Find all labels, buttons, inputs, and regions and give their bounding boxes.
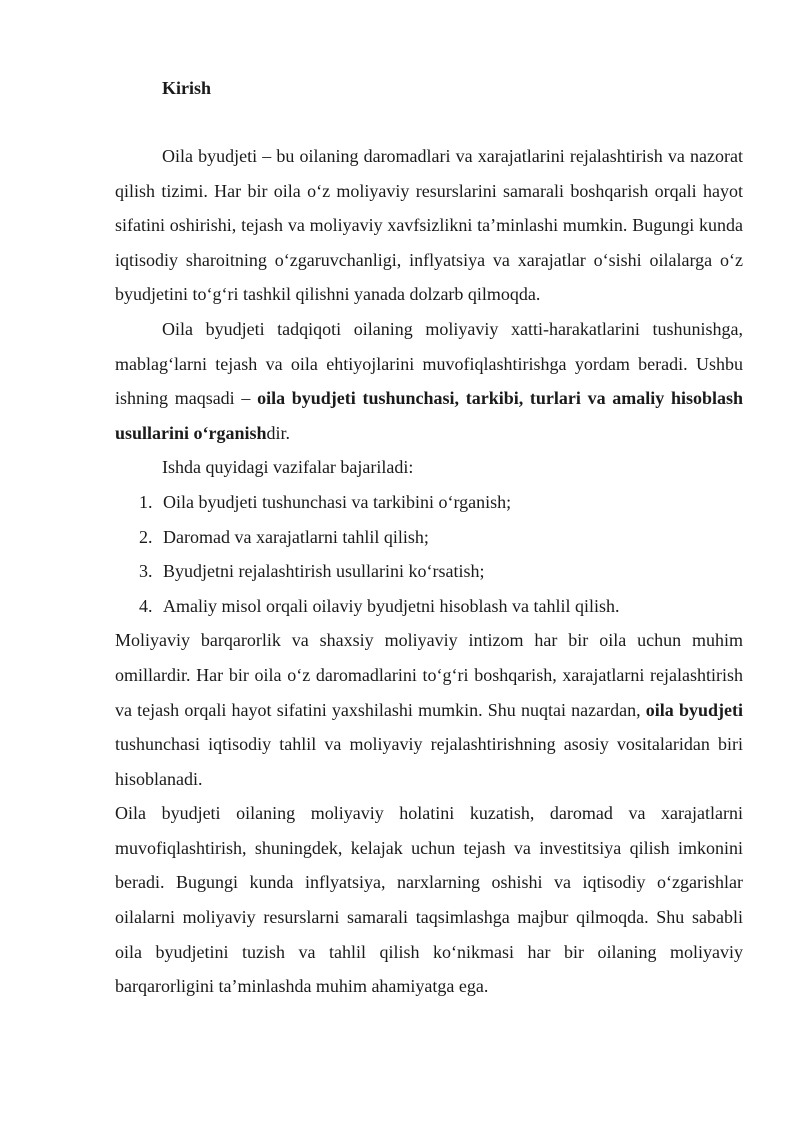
task-list <box>115 485 743 623</box>
paragraph-purpose <box>115 312 743 450</box>
list-item <box>115 554 743 589</box>
list-item-text: Oila byudjeti tushunchasi va tarkibini o‘rganish; <box>163 491 512 512</box>
list-item <box>115 485 743 520</box>
stability-suffix: tushunchasi iqtisodiy tahlil va moliyaviy rejalashtirishning asosiy vositalaridan biri hisoblanadi. <box>115 734 743 789</box>
section-heading: Kirish <box>162 78 212 98</box>
stability-text: Moliyaviy barqarorlik va shaxsiy moliyaviy intizom har bir oila uchun muhim omillardir. Har bir oila o‘z daromadlarini to‘g‘ri boshqarish, xarajatlarni rejalashtirish va tejash orqali hayot sifatini yaxshilashi mumkin. Shu nuqtai nazardan, <box>115 630 743 720</box>
heading-spacer <box>115 102 743 139</box>
stability-bold-text: oila byudjeti <box>645 699 743 720</box>
list-item-number: 2. <box>139 526 153 547</box>
list-item-number: 1. <box>139 491 153 512</box>
list-item-text: Byudjetni rejalashtirish usullarini ko‘rsatish; <box>163 561 485 582</box>
purpose-text: Oila byudjeti tadqiqoti oilaning moliyaviy xatti-harakatlarini tushunishga, mablag‘larni tejash va oila ehtiyojlarini muvofiqlashtirishga yordam beradi. Ushbu ishning maqsadi – <box>115 318 743 409</box>
list-item <box>115 520 743 555</box>
paragraph-conclusion: Oila byudjeti oilaning moliyaviy holatini kuzatish, daromad va xarajatlarni muvofiqlashtirish, shuningdek, kelajak uchun tejash va investitsiya qilish imkonini beradi. Bugungi kunda inflyatsiya, narxlarning oshishi va iqtisodiy o‘zgarishlar oilalarni moliyaviy resurslarni samarali taqsimlashga majbur qilmoqda. Shu sababli oila byudjetini tuzish va tahlil qilish ko‘nikmasi har bir oilaning moliyaviy barqarorligini ta’minlashda muhim ahamiyatga ega. <box>115 803 743 997</box>
list-item <box>115 589 743 624</box>
list-item-text: Amaliy misol orqali oilaviy byudjetni hisoblash va tahlil qilish. <box>163 595 620 616</box>
purpose-bold-text: oila byudjeti tushunchasi, tarkibi, turlari va amaliy hisoblash usullarini o‘rganish <box>115 388 744 443</box>
document-body <box>115 74 743 1004</box>
list-item-number: 4. <box>139 595 153 616</box>
paragraph-intro: Oila byudjeti – bu oilaning daromadlari va xarajatlarini rejalashtirish va nazorat qilish tizimi. Har bir oila o‘z moliyaviy resurslarini samarali boshqarish orqali hayot sifatini oshirishi, tejash va moliyaviy xavfsizlikni ta’minlashi mumkin. Bugungi kunda iqtisodiy sharoitning o‘zgaruvchanligi, inflyatsiya va xarajatlar o‘sishi oilalarga o‘z byudjetini to‘g‘ri tashkil qilishni yanada dolzarb qilmoqda. <box>115 146 743 305</box>
list-item-text: Daromad va xarajatlarni tahlil qilish; <box>163 526 429 547</box>
purpose-suffix: dir. <box>266 422 291 443</box>
paragraph-stability <box>115 623 743 796</box>
list-item-number: 3. <box>139 561 153 582</box>
tasks-intro: Ishda quyidagi vazifalar bajariladi: <box>162 457 414 478</box>
